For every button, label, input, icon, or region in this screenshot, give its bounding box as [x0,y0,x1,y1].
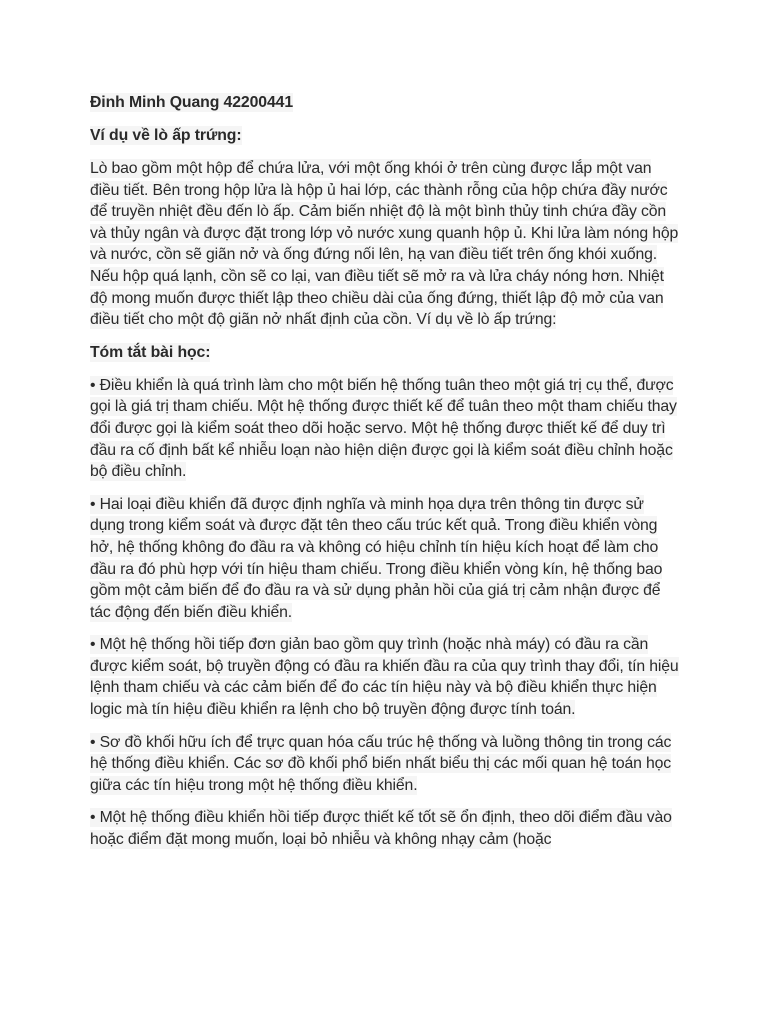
example-heading: Ví dụ về lò ấp trứng: [90,127,242,144]
summary-bullet-1: • Điều khiển là quá trình làm cho một biến hệ thống tuân theo một giá trị cụ thể, được gọi là giá trị tham chiếu. Một hệ thống được thiết kế để tuân theo một tham chiếu thay đổi được gọi là kiểm soát theo dõi hoặc servo. Một hệ thống được thiết kế để duy trì đầu ra cố định bất kể nhiễu loạn nào hiện diện được gọi là kiểm soát điều chỉnh hoặc bộ điều chỉnh. [90,376,677,481]
document-page [90,92,680,862]
author-line: Đinh Minh Quang 42200441 [90,94,294,111]
summary-bullet-2: • Hai loại điều khiển đã được định nghĩa và minh họa dựa trên thông tin được sử dụng trong kiểm soát và được đặt tên theo cấu trúc kết quả. Trong điều khiển vòng hở, hệ thống không đo đầu ra và không có hiệu chỉnh tín hiệu kích hoạt để làm cho đầu ra đó phù hợp với tín hiệu tham chiếu. Trong điều khiển vòng kín, hệ thống bao gồm một cảm biến để đo đầu ra và sử dụng phản hồi của giá trị cảm nhận được để tác động đến biến điều khiển. [90,495,663,621]
summary-heading: Tóm tắt bài học: [90,343,211,361]
summary-bullet-5: • Một hệ thống điều khiển hồi tiếp được thiết kế tốt sẽ ổn định, theo dõi điểm đầu vào hoặc điểm đặt mong muốn, loại bỏ nhiễu và không nhạy cảm (hoặc [90,809,672,849]
summary-bullet-3: • Một hệ thống hồi tiếp đơn giản bao gồm quy trình (hoặc nhà máy) có đầu ra cần được kiểm soát, bộ truyền động có đầu ra khiến đầu ra của quy trình thay đổi, tín hiệu lệnh tham chiếu và các cảm biến để đo các tín hiệu này và bộ điều khiển thực hiện logic mà tín hiệu điều khiển ra lệnh cho bộ truyền động được tính toán. [90,636,679,719]
example-paragraph: Lò bao gồm một hộp để chứa lửa, với một ống khói ở trên cùng được lắp một van điều tiết. Bên trong hộp lửa là hộp ủ hai lớp, các thành rỗng của hộp chứa đầy nước để truyền nhiệt đều đến lò ấp. Cảm biến nhiệt độ là một bình thủy tinh chứa đầy cồn và thủy ngân và được đặt trong lớp vỏ nước xung quanh hộp ủ. Khi lửa làm nóng hộp và nước, cồn sẽ giãn nở và ống đứng nối lên, hạ van điều tiết trên ống khói xuống. Nếu hộp quá lạnh, cồn sẽ co lại, van điều tiết sẽ mở ra và lửa cháy nóng hơn. Nhiệt độ mong muốn được thiết lập theo chiều dài của ống đứng, thiết lập độ mở của van điều tiết cho một độ giãn nở nhất định của cồn. Ví dụ về lò ấp trứng: [90,160,679,329]
summary-bullet-4: • Sơ đồ khối hữu ích để trực quan hóa cấu trúc hệ thống và luồng thông tin trong các hệ thống điều khiển. Các sơ đồ khối phổ biến nhất biểu thị các mối quan hệ toán học giữa các tín hiệu trong một hệ thống điều khiển. [90,733,672,794]
